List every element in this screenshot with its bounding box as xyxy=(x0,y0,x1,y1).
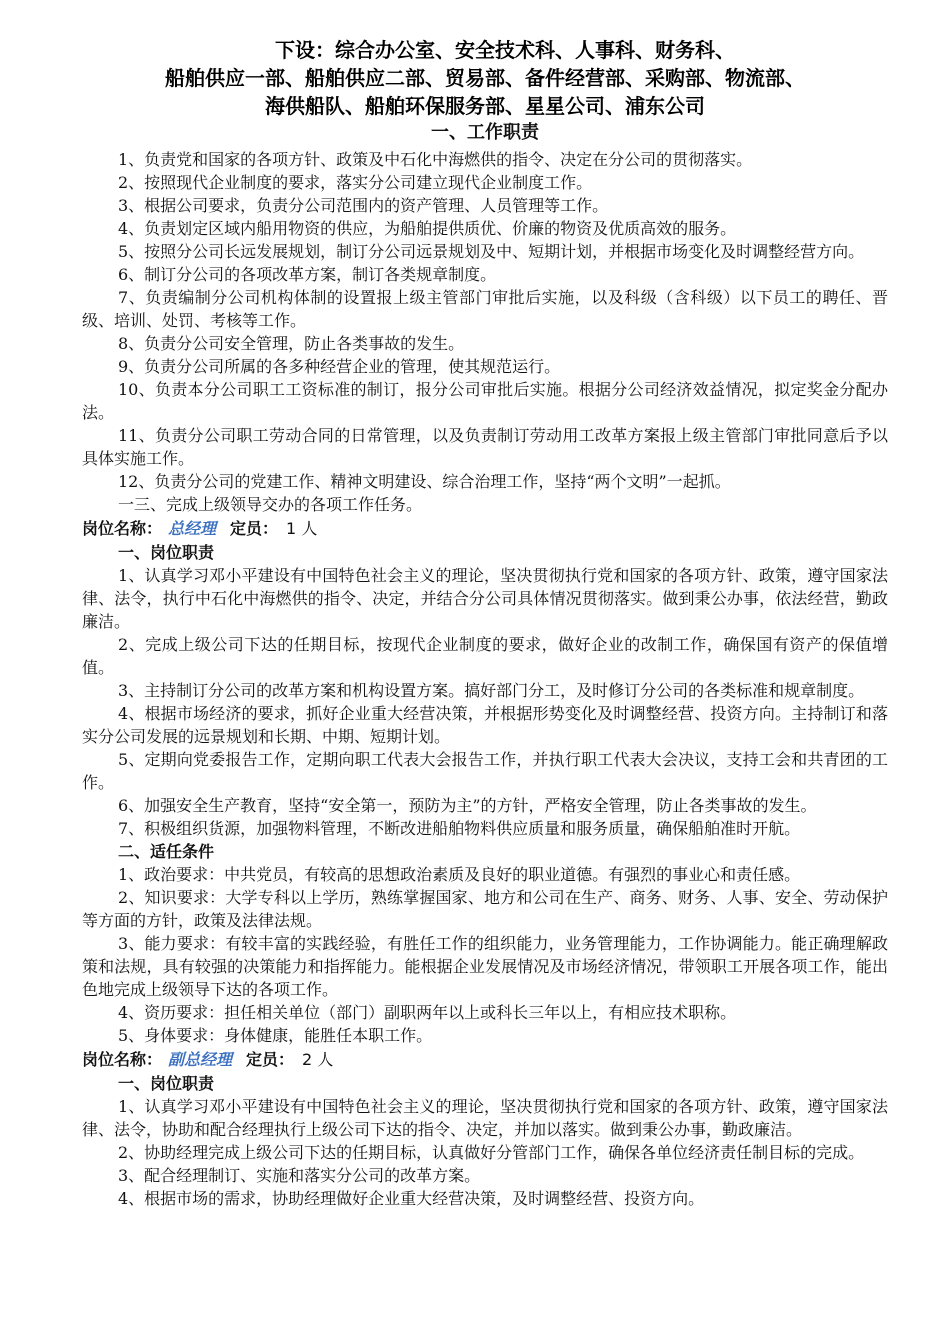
gm-requirement-item: 5、身体要求：身体健康，能胜任本职工作。 xyxy=(118,1026,433,1045)
dept-duty-item: 6、制订分公司的各项改革方案，制订各类规章制度。 xyxy=(118,265,497,284)
gm-duty-item: 2、完成上级公司下达的任期目标，按现代企业制度的要求，做好企业的改制工作，确保国有资产的保值增值。 xyxy=(82,635,888,677)
gm-duty-item: 6、加强安全生产教育，坚持“安全第一，预防为主”的方针，严格安全管理，防止各类事故的发生。 xyxy=(118,796,817,815)
post-name: 副总经理 xyxy=(168,1050,233,1069)
dept-duty-item: 10、负责本分公司职工工资标准的制订，报分公司审批后实施。根据分公司经济效益情况，拟定奖金分配办法。 xyxy=(82,380,888,422)
gm-duty-item: 4、根据市场经济的要求，抓好企业重大经营决策，并根据形势变化及时调整经营、投资方向。主持制订和落实分公司发展的远景规划和长期、中期、短期计划。 xyxy=(82,704,888,746)
subdivisions-line-2: 船舶供应一部、船舶供应二部、贸易部、备件经营部、采购部、物流部、 xyxy=(165,66,805,90)
post-header-general-manager xyxy=(82,517,888,541)
quota-label: 定员： xyxy=(230,519,279,538)
quota-value: 1 人 xyxy=(286,519,318,538)
post-label: 岗位名称： xyxy=(82,1050,163,1069)
dept-duty-item: 2、按照现代企业制度的要求，落实分公司建立现代企业制度工作。 xyxy=(118,173,593,192)
dept-duty-item: 12、负责分公司的党建工作、精神文明建设、综合治理工作，坚持“两个文明”一起抓。 xyxy=(118,472,731,491)
subdivisions-line-1: 下设：综合办公室、安全技术科、人事科、财务科、 xyxy=(275,38,735,62)
post-header-deputy-general-manager xyxy=(82,1048,888,1072)
gm-duty-item: 1、认真学习邓小平建设有中国特色社会主义的理论，坚决贯彻执行党和国家的各项方针、政策，遵守国家法律、法令，执行中石化中海燃供的指令、决定，并结合分公司具体情况贯彻落实。做到秉公办事，依法经营，勤政廉洁。 xyxy=(82,566,888,631)
gm-duty-item: 5、定期向党委报告工作，定期向职工代表大会报告工作，并执行职工代表大会决议，支持工会和共青团的工作。 xyxy=(82,750,888,792)
gm-duties-title: 一、岗位职责 xyxy=(118,543,215,562)
quota-label: 定员： xyxy=(246,1050,295,1069)
quota-value: 2 人 xyxy=(302,1050,334,1069)
document-page xyxy=(82,36,888,1210)
dept-duty-item: 4、负责划定区域内船用物资的供应，为船舶提供质优、价廉的物资及优质高效的服务。 xyxy=(118,219,737,238)
gm-requirement-item: 2、知识要求：大学专科以上学历，熟练掌握国家、地方和公司在生产、商务、财务、人事、安全、劳动保护等方面的方针，政策及法律法规。 xyxy=(82,888,888,930)
dept-duty-item: 7、负责编制分公司机构体制的设置报上级主管部门审批后实施，以及科级（含科级）以下员工的聘任、晋级、培训、处罚、考核等工作。 xyxy=(82,288,888,330)
subdivisions-line-3: 海供船队、船舶环保服务部、星星公司、浦东公司 xyxy=(265,94,705,118)
gm-requirement-item: 3、能力要求：有较丰富的实践经验，有胜任工作的组织能力，业务管理能力，工作协调能力。能正确理解政策和法规，具有较强的决策能力和指挥能力。能根据企业发展情况及市场经济情况，带领职工开展各项工作，能出色地完成上级领导下达的各项工作。 xyxy=(82,934,888,999)
gm-duty-item: 7、积极组织货源，加强物料管理，不断改进船舶物料供应质量和服务质量，确保船舶准时开航。 xyxy=(118,819,801,838)
dgm-duty-item: 2、协助经理完成上级公司下达的任期目标，认真做好分管部门工作，确保各单位经济责任制目标的完成。 xyxy=(118,1143,865,1162)
dept-duty-item: 一三、完成上级领导交办的各项工作任务。 xyxy=(118,495,423,514)
gm-requirement-item: 4、资历要求：担任相关单位（部门）副职两年以上或科长三年以上，有相应技术职称。 xyxy=(118,1003,737,1022)
gm-requirements-title: 二、适任条件 xyxy=(118,842,215,861)
dgm-duty-item: 1、认真学习邓小平建设有中国特色社会主义的理论，坚决贯彻执行党和国家的各项方针、政策，遵守国家法律、法令，协助和配合经理执行上级公司下达的指令、决定，并加以落实。做到秉公办事，勤政廉洁。 xyxy=(82,1097,888,1139)
gm-duty-item: 3、主持制订分公司的改革方案和机构设置方案。搞好部门分工，及时修订分公司的各类标准和规章制度。 xyxy=(118,681,865,700)
dept-duty-item: 9、负责分公司所属的各多种经营企业的管理，使其规范运行。 xyxy=(118,357,561,376)
dgm-duty-item: 3、配合经理制订、实施和落实分公司的改革方案。 xyxy=(118,1166,481,1185)
dept-duty-item: 5、按照分公司长远发展规划，制订分公司远景规划及中、短期计划，并根据市场变化及时调整经营方向。 xyxy=(118,242,865,261)
dept-duties-title: 一、工作职责 xyxy=(431,122,539,143)
dept-duty-item: 3、根据公司要求，负责分公司范围内的资产管理、人员管理等工作。 xyxy=(118,196,609,215)
dgm-duties-title: 一、岗位职责 xyxy=(118,1074,215,1093)
dept-duties-list xyxy=(82,148,888,516)
post-name: 总经理 xyxy=(168,519,217,538)
dgm-duty-item: 4、根据市场的需求，协助经理做好企业重大经营决策，及时调整经营、投资方向。 xyxy=(118,1189,705,1208)
dept-duty-item: 1、负责党和国家的各项方针、政策及中石化中海燃供的指令、决定在分公司的贯彻落实。 xyxy=(118,150,753,169)
dept-duty-item: 8、负责分公司安全管理，防止各类事故的发生。 xyxy=(118,334,465,353)
post-label: 岗位名称： xyxy=(82,519,163,538)
gm-requirement-item: 1、政治要求：中共党员，有较高的思想政治素质及良好的职业道德。有强烈的事业心和责任感。 xyxy=(118,865,801,884)
dept-duty-item: 11、负责分公司职工劳动合同的日常管理，以及负责制订劳动用工改革方案报上级主管部门审批同意后予以具体实施工作。 xyxy=(82,426,888,468)
